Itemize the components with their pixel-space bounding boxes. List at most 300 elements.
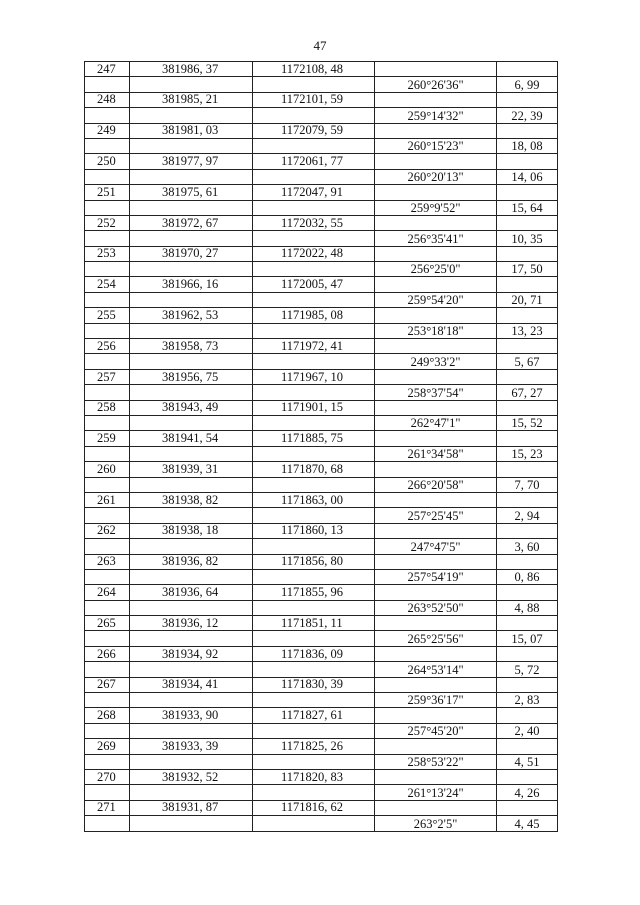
segment-row bbox=[85, 662, 558, 677]
point-row bbox=[85, 708, 558, 723]
x-coordinate: 381941, 54 bbox=[130, 431, 253, 446]
point-row bbox=[85, 400, 558, 415]
point-row bbox=[85, 369, 558, 384]
empty-cell bbox=[130, 754, 253, 769]
empty-cell bbox=[375, 554, 497, 569]
bearing-value: 249°33'2" bbox=[375, 354, 497, 369]
distance-value: 4, 26 bbox=[497, 785, 558, 800]
y-coordinate: 1172005, 47 bbox=[253, 277, 375, 292]
bearing-value: 257°45'20" bbox=[375, 723, 497, 738]
y-coordinate: 1171855, 96 bbox=[253, 585, 375, 600]
distance-value: 15, 23 bbox=[497, 446, 558, 461]
empty-cell bbox=[253, 169, 375, 184]
empty-cell bbox=[85, 662, 130, 677]
x-coordinate: 381981, 03 bbox=[130, 123, 253, 138]
empty-cell bbox=[375, 308, 497, 323]
empty-cell bbox=[253, 231, 375, 246]
bearing-value: 264°53'14" bbox=[375, 662, 497, 677]
distance-value: 5, 67 bbox=[497, 354, 558, 369]
bearing-value: 260°20'13" bbox=[375, 169, 497, 184]
y-coordinate: 1171901, 15 bbox=[253, 400, 375, 415]
distance-value: 15, 07 bbox=[497, 631, 558, 646]
empty-cell bbox=[85, 539, 130, 554]
empty-cell bbox=[253, 477, 375, 492]
segment-row bbox=[85, 785, 558, 800]
empty-cell bbox=[375, 277, 497, 292]
segment-row bbox=[85, 292, 558, 307]
empty-cell bbox=[375, 523, 497, 538]
distance-value: 4, 45 bbox=[497, 816, 558, 831]
empty-cell bbox=[497, 339, 558, 354]
table-body bbox=[85, 62, 558, 832]
distance-value: 2, 83 bbox=[497, 693, 558, 708]
point-number: 260 bbox=[85, 462, 130, 477]
point-row bbox=[85, 523, 558, 538]
page-number: 47 bbox=[313, 38, 327, 53]
distance-value: 17, 50 bbox=[497, 262, 558, 277]
empty-cell bbox=[85, 77, 130, 92]
empty-cell bbox=[253, 292, 375, 307]
empty-cell bbox=[253, 569, 375, 584]
point-number: 258 bbox=[85, 400, 130, 415]
empty-cell bbox=[497, 554, 558, 569]
distance-value: 10, 35 bbox=[497, 231, 558, 246]
distance-value: 4, 88 bbox=[497, 600, 558, 615]
x-coordinate: 381938, 82 bbox=[130, 492, 253, 507]
segment-row bbox=[85, 200, 558, 215]
x-coordinate: 381933, 39 bbox=[130, 739, 253, 754]
x-coordinate: 381938, 18 bbox=[130, 523, 253, 538]
empty-cell bbox=[497, 308, 558, 323]
y-coordinate: 1171972, 41 bbox=[253, 339, 375, 354]
empty-cell bbox=[375, 185, 497, 200]
distance-value: 2, 40 bbox=[497, 723, 558, 738]
empty-cell bbox=[497, 431, 558, 446]
x-coordinate: 381972, 67 bbox=[130, 215, 253, 230]
x-coordinate: 381934, 41 bbox=[130, 677, 253, 692]
y-coordinate: 1171830, 39 bbox=[253, 677, 375, 692]
y-coordinate: 1171870, 68 bbox=[253, 462, 375, 477]
segment-row bbox=[85, 231, 558, 246]
point-number: 265 bbox=[85, 616, 130, 631]
point-number: 248 bbox=[85, 92, 130, 107]
distance-value: 6, 99 bbox=[497, 77, 558, 92]
point-number: 264 bbox=[85, 585, 130, 600]
point-row bbox=[85, 769, 558, 784]
empty-cell bbox=[130, 693, 253, 708]
empty-cell bbox=[253, 662, 375, 677]
empty-cell bbox=[130, 723, 253, 738]
segment-row bbox=[85, 539, 558, 554]
empty-cell bbox=[253, 323, 375, 338]
x-coordinate: 381932, 52 bbox=[130, 769, 253, 784]
segment-row bbox=[85, 77, 558, 92]
x-coordinate: 381986, 37 bbox=[130, 62, 253, 77]
segment-row bbox=[85, 816, 558, 831]
point-number: 267 bbox=[85, 677, 130, 692]
bearing-value: 258°37'54" bbox=[375, 385, 497, 400]
empty-cell bbox=[253, 785, 375, 800]
empty-cell bbox=[253, 723, 375, 738]
empty-cell bbox=[130, 508, 253, 523]
empty-cell bbox=[130, 77, 253, 92]
bearing-value: 259°36'17" bbox=[375, 693, 497, 708]
empty-cell bbox=[375, 462, 497, 477]
empty-cell bbox=[497, 739, 558, 754]
empty-cell bbox=[85, 754, 130, 769]
segment-row bbox=[85, 138, 558, 153]
empty-cell bbox=[253, 262, 375, 277]
point-number: 263 bbox=[85, 554, 130, 569]
empty-cell bbox=[375, 400, 497, 415]
segment-row bbox=[85, 723, 558, 738]
empty-cell bbox=[375, 708, 497, 723]
y-coordinate: 1171885, 75 bbox=[253, 431, 375, 446]
point-row bbox=[85, 246, 558, 261]
bearing-value: 263°2'5" bbox=[375, 816, 497, 831]
x-coordinate: 381975, 61 bbox=[130, 185, 253, 200]
empty-cell bbox=[497, 369, 558, 384]
empty-cell bbox=[130, 169, 253, 184]
empty-cell bbox=[375, 616, 497, 631]
x-coordinate: 381956, 75 bbox=[130, 369, 253, 384]
empty-cell bbox=[253, 77, 375, 92]
empty-cell bbox=[497, 585, 558, 600]
empty-cell bbox=[85, 446, 130, 461]
empty-cell bbox=[497, 646, 558, 661]
segment-row bbox=[85, 323, 558, 338]
empty-cell bbox=[130, 539, 253, 554]
point-number: 254 bbox=[85, 277, 130, 292]
empty-cell bbox=[130, 292, 253, 307]
empty-cell bbox=[375, 92, 497, 107]
y-coordinate: 1171863, 00 bbox=[253, 492, 375, 507]
empty-cell bbox=[253, 138, 375, 153]
empty-cell bbox=[253, 600, 375, 615]
empty-cell bbox=[85, 385, 130, 400]
empty-cell bbox=[375, 339, 497, 354]
bearing-value: 265°25'56" bbox=[375, 631, 497, 646]
empty-cell bbox=[130, 477, 253, 492]
distance-value: 3, 60 bbox=[497, 539, 558, 554]
empty-cell bbox=[497, 185, 558, 200]
y-coordinate: 1172032, 55 bbox=[253, 215, 375, 230]
empty-cell bbox=[497, 677, 558, 692]
bearing-value: 256°35'41" bbox=[375, 231, 497, 246]
empty-cell bbox=[85, 354, 130, 369]
empty-cell bbox=[130, 446, 253, 461]
empty-cell bbox=[130, 262, 253, 277]
empty-cell bbox=[85, 631, 130, 646]
empty-cell bbox=[85, 108, 130, 123]
point-number: 257 bbox=[85, 369, 130, 384]
point-row bbox=[85, 339, 558, 354]
y-coordinate: 1171985, 08 bbox=[253, 308, 375, 323]
point-number: 269 bbox=[85, 739, 130, 754]
point-number: 247 bbox=[85, 62, 130, 77]
empty-cell bbox=[253, 508, 375, 523]
bearing-value: 266°20'58" bbox=[375, 477, 497, 492]
segment-row bbox=[85, 508, 558, 523]
empty-cell bbox=[497, 154, 558, 169]
y-coordinate: 1171816, 62 bbox=[253, 800, 375, 815]
segment-row bbox=[85, 600, 558, 615]
distance-value: 2, 94 bbox=[497, 508, 558, 523]
point-row bbox=[85, 215, 558, 230]
point-row bbox=[85, 185, 558, 200]
empty-cell bbox=[375, 492, 497, 507]
x-coordinate: 381958, 73 bbox=[130, 339, 253, 354]
x-coordinate: 381970, 27 bbox=[130, 246, 253, 261]
x-coordinate: 381939, 31 bbox=[130, 462, 253, 477]
x-coordinate: 381931, 87 bbox=[130, 800, 253, 815]
empty-cell bbox=[85, 231, 130, 246]
distance-value: 14, 06 bbox=[497, 169, 558, 184]
point-row bbox=[85, 462, 558, 477]
empty-cell bbox=[253, 693, 375, 708]
empty-cell bbox=[130, 816, 253, 831]
empty-cell bbox=[85, 169, 130, 184]
empty-cell bbox=[375, 369, 497, 384]
x-coordinate: 381943, 49 bbox=[130, 400, 253, 415]
segment-row bbox=[85, 754, 558, 769]
point-row bbox=[85, 123, 558, 138]
distance-value: 22, 39 bbox=[497, 108, 558, 123]
y-coordinate: 1171860, 13 bbox=[253, 523, 375, 538]
empty-cell bbox=[497, 769, 558, 784]
point-row bbox=[85, 154, 558, 169]
y-coordinate: 1172101, 59 bbox=[253, 92, 375, 107]
bearing-value: 258°53'22" bbox=[375, 754, 497, 769]
point-row bbox=[85, 677, 558, 692]
empty-cell bbox=[375, 215, 497, 230]
distance-value: 18, 08 bbox=[497, 138, 558, 153]
empty-cell bbox=[130, 385, 253, 400]
segment-row bbox=[85, 262, 558, 277]
distance-value: 5, 72 bbox=[497, 662, 558, 677]
y-coordinate: 1171851, 11 bbox=[253, 616, 375, 631]
point-row bbox=[85, 616, 558, 631]
empty-cell bbox=[85, 262, 130, 277]
empty-cell bbox=[85, 415, 130, 430]
distance-value: 7, 70 bbox=[497, 477, 558, 492]
point-row bbox=[85, 308, 558, 323]
empty-cell bbox=[130, 138, 253, 153]
bearing-value: 260°26'36" bbox=[375, 77, 497, 92]
empty-cell bbox=[85, 569, 130, 584]
point-number: 255 bbox=[85, 308, 130, 323]
empty-cell bbox=[130, 354, 253, 369]
segment-row bbox=[85, 693, 558, 708]
y-coordinate: 1172108, 48 bbox=[253, 62, 375, 77]
distance-value: 15, 64 bbox=[497, 200, 558, 215]
point-row bbox=[85, 554, 558, 569]
x-coordinate: 381936, 64 bbox=[130, 585, 253, 600]
empty-cell bbox=[375, 62, 497, 77]
empty-cell bbox=[375, 246, 497, 261]
x-coordinate: 381936, 82 bbox=[130, 554, 253, 569]
empty-cell bbox=[375, 800, 497, 815]
distance-value: 4, 51 bbox=[497, 754, 558, 769]
point-number: 261 bbox=[85, 492, 130, 507]
empty-cell bbox=[497, 215, 558, 230]
point-row bbox=[85, 646, 558, 661]
empty-cell bbox=[375, 585, 497, 600]
empty-cell bbox=[130, 785, 253, 800]
empty-cell bbox=[85, 785, 130, 800]
empty-cell bbox=[375, 431, 497, 446]
point-number: 250 bbox=[85, 154, 130, 169]
bearing-value: 261°34'58" bbox=[375, 446, 497, 461]
empty-cell bbox=[253, 415, 375, 430]
bearing-value: 257°54'19" bbox=[375, 569, 497, 584]
point-number: 253 bbox=[85, 246, 130, 261]
point-number: 271 bbox=[85, 800, 130, 815]
empty-cell bbox=[253, 108, 375, 123]
empty-cell bbox=[85, 323, 130, 338]
bearing-value: 259°54'20" bbox=[375, 292, 497, 307]
empty-cell bbox=[497, 277, 558, 292]
distance-value: 13, 23 bbox=[497, 323, 558, 338]
empty-cell bbox=[497, 708, 558, 723]
empty-cell bbox=[253, 200, 375, 215]
empty-cell bbox=[85, 723, 130, 738]
empty-cell bbox=[253, 631, 375, 646]
segment-row bbox=[85, 631, 558, 646]
empty-cell bbox=[85, 508, 130, 523]
point-number: 259 bbox=[85, 431, 130, 446]
y-coordinate: 1172047, 91 bbox=[253, 185, 375, 200]
empty-cell bbox=[130, 200, 253, 215]
bearing-value: 257°25'45" bbox=[375, 508, 497, 523]
point-number: 249 bbox=[85, 123, 130, 138]
point-row bbox=[85, 277, 558, 292]
segment-row bbox=[85, 169, 558, 184]
x-coordinate: 381962, 53 bbox=[130, 308, 253, 323]
x-coordinate: 381966, 16 bbox=[130, 277, 253, 292]
bearing-value: 259°14'32" bbox=[375, 108, 497, 123]
empty-cell bbox=[375, 677, 497, 692]
empty-cell bbox=[85, 600, 130, 615]
x-coordinate: 381934, 92 bbox=[130, 646, 253, 661]
bearing-value: 260°15'23" bbox=[375, 138, 497, 153]
point-row bbox=[85, 492, 558, 507]
bearing-value: 253°18'18" bbox=[375, 323, 497, 338]
distance-value: 15, 52 bbox=[497, 415, 558, 430]
segment-row bbox=[85, 108, 558, 123]
empty-cell bbox=[85, 138, 130, 153]
empty-cell bbox=[130, 415, 253, 430]
y-coordinate: 1171827, 61 bbox=[253, 708, 375, 723]
empty-cell bbox=[85, 200, 130, 215]
y-coordinate: 1171836, 09 bbox=[253, 646, 375, 661]
point-row bbox=[85, 585, 558, 600]
empty-cell bbox=[85, 816, 130, 831]
point-number: 266 bbox=[85, 646, 130, 661]
bearing-value: 259°9'52" bbox=[375, 200, 497, 215]
empty-cell bbox=[253, 539, 375, 554]
empty-cell bbox=[497, 492, 558, 507]
empty-cell bbox=[130, 231, 253, 246]
empty-cell bbox=[497, 616, 558, 631]
bearing-value: 247°47'5" bbox=[375, 539, 497, 554]
empty-cell bbox=[85, 693, 130, 708]
empty-cell bbox=[497, 246, 558, 261]
point-number: 268 bbox=[85, 708, 130, 723]
distance-value: 20, 71 bbox=[497, 292, 558, 307]
x-coordinate: 381985, 21 bbox=[130, 92, 253, 107]
empty-cell bbox=[497, 462, 558, 477]
empty-cell bbox=[375, 739, 497, 754]
point-number: 251 bbox=[85, 185, 130, 200]
segment-row bbox=[85, 415, 558, 430]
y-coordinate: 1171820, 83 bbox=[253, 769, 375, 784]
empty-cell bbox=[497, 400, 558, 415]
y-coordinate: 1171825, 26 bbox=[253, 739, 375, 754]
empty-cell bbox=[497, 523, 558, 538]
empty-cell bbox=[375, 123, 497, 138]
empty-cell bbox=[130, 600, 253, 615]
empty-cell bbox=[375, 646, 497, 661]
x-coordinate: 381933, 90 bbox=[130, 708, 253, 723]
segment-row bbox=[85, 569, 558, 584]
point-number: 256 bbox=[85, 339, 130, 354]
empty-cell bbox=[130, 631, 253, 646]
empty-cell bbox=[253, 754, 375, 769]
segment-row bbox=[85, 385, 558, 400]
empty-cell bbox=[497, 800, 558, 815]
empty-cell bbox=[375, 154, 497, 169]
segment-row bbox=[85, 446, 558, 461]
point-row bbox=[85, 739, 558, 754]
point-row bbox=[85, 431, 558, 446]
empty-cell bbox=[253, 385, 375, 400]
bearing-value: 261°13'24" bbox=[375, 785, 497, 800]
segment-row bbox=[85, 354, 558, 369]
y-coordinate: 1171856, 80 bbox=[253, 554, 375, 569]
distance-value: 0, 86 bbox=[497, 569, 558, 584]
bearing-value: 263°52'50" bbox=[375, 600, 497, 615]
y-coordinate: 1171967, 10 bbox=[253, 369, 375, 384]
empty-cell bbox=[497, 123, 558, 138]
point-number: 270 bbox=[85, 769, 130, 784]
empty-cell bbox=[130, 569, 253, 584]
point-row bbox=[85, 62, 558, 77]
empty-cell bbox=[497, 92, 558, 107]
empty-cell bbox=[497, 62, 558, 77]
y-coordinate: 1172079, 59 bbox=[253, 123, 375, 138]
empty-cell bbox=[130, 662, 253, 677]
bearing-value: 262°47'1" bbox=[375, 415, 497, 430]
x-coordinate: 381977, 97 bbox=[130, 154, 253, 169]
empty-cell bbox=[85, 477, 130, 492]
empty-cell bbox=[253, 354, 375, 369]
point-number: 262 bbox=[85, 523, 130, 538]
x-coordinate: 381936, 12 bbox=[130, 616, 253, 631]
empty-cell bbox=[253, 446, 375, 461]
empty-cell bbox=[253, 816, 375, 831]
bearing-value: 256°25'0" bbox=[375, 262, 497, 277]
empty-cell bbox=[130, 323, 253, 338]
y-coordinate: 1172022, 48 bbox=[253, 246, 375, 261]
empty-cell bbox=[130, 108, 253, 123]
point-row bbox=[85, 92, 558, 107]
point-number: 252 bbox=[85, 215, 130, 230]
y-coordinate: 1172061, 77 bbox=[253, 154, 375, 169]
empty-cell bbox=[375, 769, 497, 784]
empty-cell bbox=[85, 292, 130, 307]
distance-value: 67, 27 bbox=[497, 385, 558, 400]
